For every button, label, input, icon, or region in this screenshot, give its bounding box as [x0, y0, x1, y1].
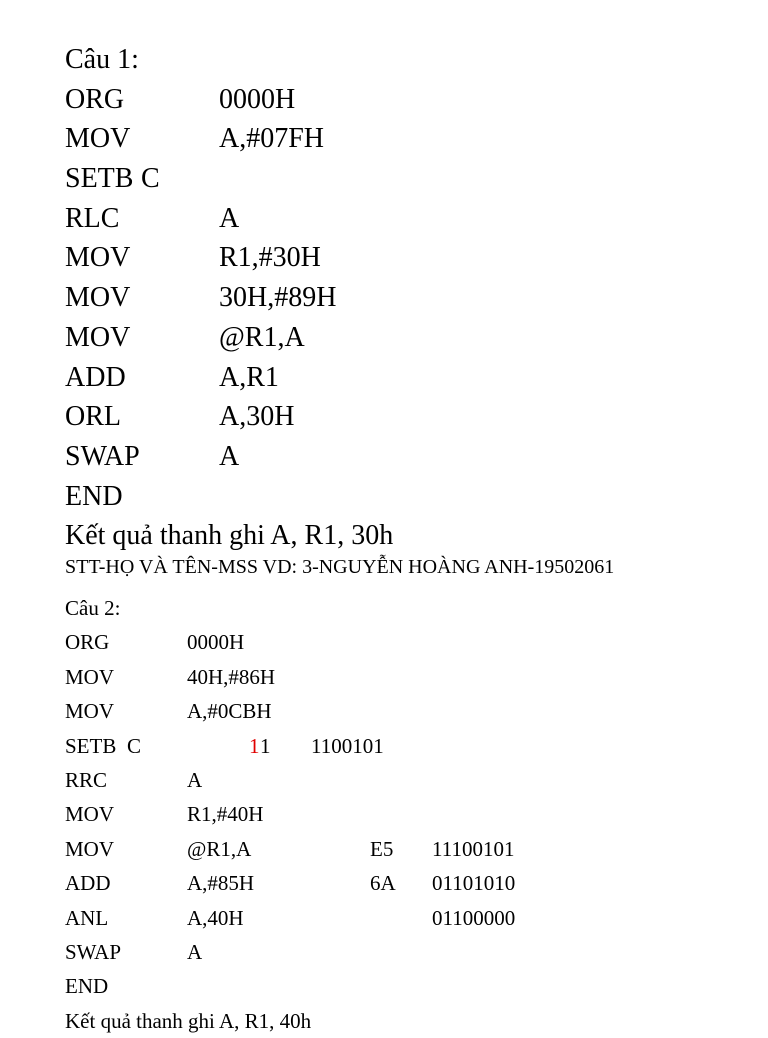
hex-note: 6A — [370, 871, 396, 896]
opcode: MOV — [65, 123, 131, 155]
carry-bit-note: 1 — [249, 733, 260, 758]
operand: A,#0CBH — [187, 699, 272, 724]
opcode: SETB — [65, 163, 134, 195]
opcode: ORL — [65, 401, 121, 433]
opcode: MOV — [65, 836, 115, 861]
opcode: MOV — [65, 699, 115, 724]
operand: @R1,A — [219, 321, 305, 353]
operand: A,#85H — [187, 871, 255, 896]
binary-note: 1100101 — [311, 733, 384, 758]
operand: A,30H — [219, 401, 295, 433]
operand: 0000H — [219, 83, 296, 115]
opcode: ANL — [65, 905, 109, 930]
opcode: MOV — [65, 242, 131, 274]
opcode: ORG — [65, 83, 125, 115]
operand: 40H,#86H — [187, 664, 276, 689]
operand: C — [141, 163, 160, 195]
binary-note: 11100101 — [432, 836, 515, 861]
operand: 30H,#89H — [219, 282, 337, 314]
opcode: ADD — [65, 871, 111, 896]
operand: A,R1 — [219, 361, 279, 393]
opcode: END — [65, 974, 109, 999]
operand: A — [219, 440, 240, 472]
student-info-note: STT-HỌ VÀ TÊN-MSS VD: 3-NGUYỄN HOÀNG ANH-19502061 — [65, 556, 615, 578]
binary-note: 01100000 — [432, 905, 516, 930]
opcode: RRC — [65, 767, 108, 792]
opcode: ORG — [65, 630, 110, 655]
operand: @R1,A — [187, 836, 252, 861]
opcode: MOV — [65, 282, 131, 314]
opcode: SETB — [65, 733, 117, 758]
opcode: END — [65, 480, 123, 512]
operand: 0000H — [187, 630, 245, 655]
opcode: MOV — [65, 321, 131, 353]
opcode: ADD — [65, 361, 126, 393]
operand: C — [127, 733, 142, 758]
hex-note: E5 — [370, 836, 394, 861]
opcode: MOV — [65, 802, 115, 827]
opcode: SWAP — [65, 939, 122, 964]
opcode: RLC — [65, 202, 120, 234]
opcode: SWAP — [65, 440, 140, 472]
operand: A,#07FH — [219, 123, 325, 155]
operand: R1,#40H — [187, 802, 264, 827]
binary-note: 01101010 — [432, 871, 516, 896]
bit-note: 1 — [260, 733, 271, 758]
operand: A — [219, 202, 240, 234]
operand: A — [187, 939, 203, 964]
operand: A,40H — [187, 905, 244, 930]
opcode: MOV — [65, 664, 115, 689]
operand: R1,#30H — [219, 242, 321, 274]
operand: A — [187, 767, 203, 792]
